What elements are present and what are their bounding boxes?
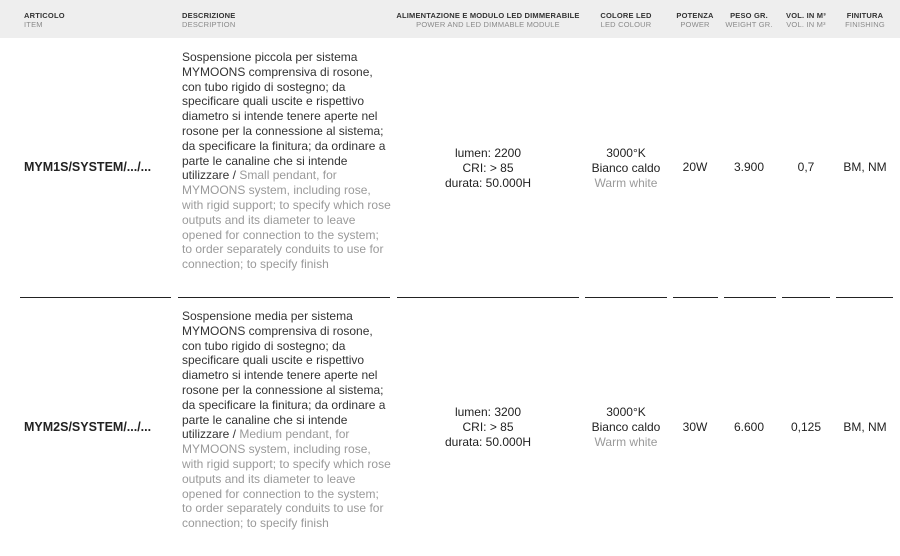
led-colour-info: 3000°K Bianco caldo Warm white <box>591 405 661 449</box>
row-divider <box>782 297 830 298</box>
row-divider <box>585 297 667 298</box>
item-code: MYM2S/SYSTEM/.../... <box>24 420 152 434</box>
row-divider <box>178 297 390 298</box>
item-code: MYM1S/SYSTEM/.../... <box>24 160 152 174</box>
header-finishing: FINITURA FINISHING <box>845 11 885 29</box>
header-volume: VOL. IN M³ VOL. IN M³ <box>786 11 826 29</box>
item-description: Sospensione media per sistema MYMOONS comprensiva di rosone, con tubo rigido di sostegno; da specificare quali uscite e rispettivo diametro si intende tenere aperte nel rosone per la connessione al sistema; da specificare la finitura; da ordinare a parte le canaline che si intende utilizzare / Medium pendant, for MYMOONS system, including rose, with rigid support; to specify which rose outputs and its diameter to leave opened for connection to the system; to order separately conduits to use for connection; to specify finish <box>182 309 391 531</box>
volume-value: 0,125 <box>790 420 822 434</box>
header-item: ARTICOLO ITEM <box>24 11 65 29</box>
power-module-info: lumen: 2200 CRI: > 85 durata: 50.000H <box>444 146 532 190</box>
power-value: 30W <box>682 420 708 434</box>
row-divider <box>397 297 579 298</box>
weight-value: 3.900 <box>733 160 765 174</box>
header-power-module: ALIMENTAZIONE E MODULO LED DIMMERABILE POWER AND LED DIMMABLE MODULE <box>396 11 580 29</box>
header-weight: PESO GR. WEIGHT GR. <box>725 11 773 29</box>
led-colour-info: 3000°K Bianco caldo Warm white <box>591 146 661 190</box>
finishing-value: BM, NM <box>843 160 887 174</box>
power-value: 20W <box>682 160 708 174</box>
row-divider <box>724 297 776 298</box>
header-led-colour: COLORE LED LED COLOUR <box>600 11 652 29</box>
row-divider <box>20 297 171 298</box>
power-module-info: lumen: 3200 CRI: > 85 durata: 50.000H <box>444 405 532 449</box>
weight-value: 6.600 <box>733 420 765 434</box>
header-description: DESCRIZIONE DESCRIPTION <box>182 11 236 29</box>
volume-value: 0,7 <box>797 160 815 174</box>
row-divider <box>836 297 893 298</box>
table-header <box>0 0 900 38</box>
item-description: Sospensione piccola per sistema MYMOONS comprensiva di rosone, con tubo rigido di sostegno; da specificare quali uscite e rispettivo diametro si intende tenere aperte nel rosone per la connessione al sistema; da specificare la finitura; da ordinare a parte le canaline che si intende utilizzare / Small pendant, for MYMOONS system, including rose, with rigid support; to specify which rose outputs and its diameter to leave opened for connection to the system; to order separately conduits to use for connection; to specify finish <box>182 50 391 272</box>
finishing-value: BM, NM <box>843 420 887 434</box>
row-divider <box>673 297 718 298</box>
header-power: POTENZA POWER <box>676 11 714 29</box>
